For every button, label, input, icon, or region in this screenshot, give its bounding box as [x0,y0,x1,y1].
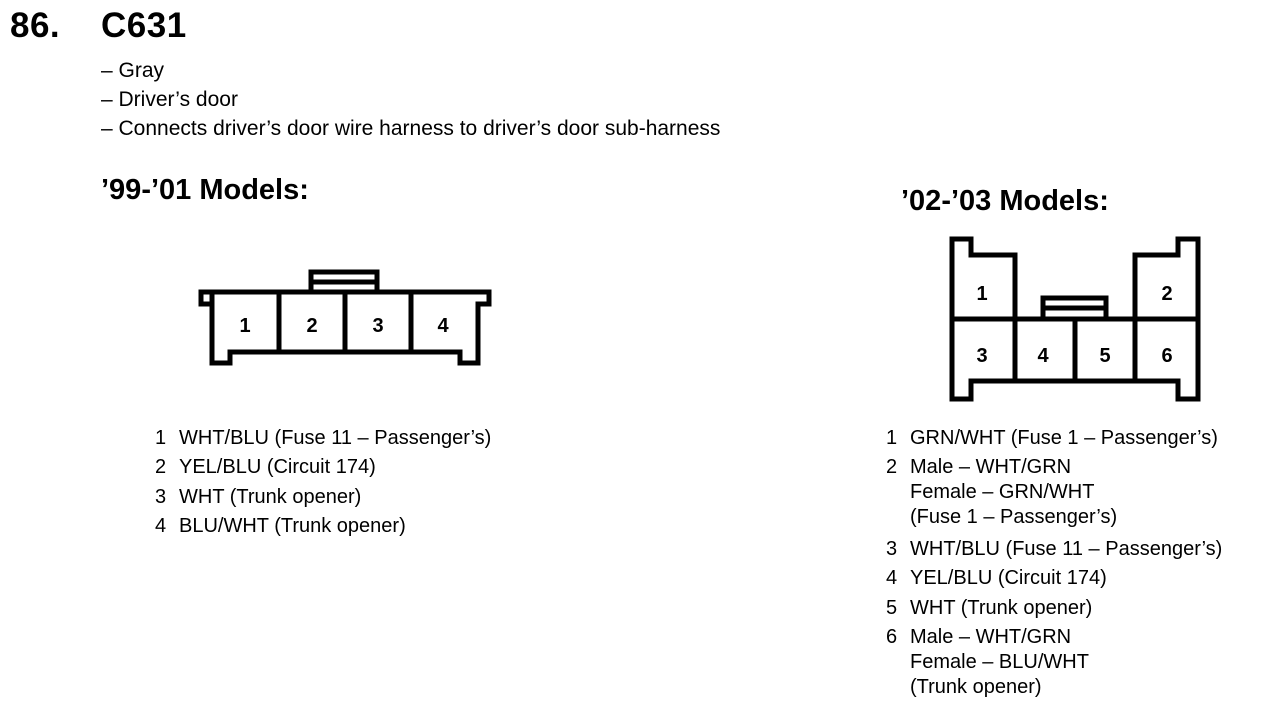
pin-label: 2 [1161,283,1173,305]
pin-description: WHT (Trunk opener) [910,597,1093,619]
pin-number: 6 [886,626,898,648]
pin-number: 3 [155,486,167,508]
pin-description: Male – WHT/GRN Female – BLU/WHT (Trunk opener) [910,626,1089,698]
description-connects: – Connects driver’s door wire harness to driver’s door sub-harness [101,117,721,140]
pin-label: 1 [239,315,251,337]
connector-diagram-02-03 [945,232,1205,406]
pin-label: 2 [306,315,318,337]
pin-description: WHT/BLU (Fuse 11 – Passenger’s) [910,538,1223,560]
pin-label: 5 [1099,345,1111,367]
pin-description: WHT (Trunk opener) [179,486,362,508]
list-item [155,485,555,510]
pin-number: 2 [886,456,898,478]
pin-number: 4 [886,567,898,589]
pin-label: 4 [1037,345,1049,367]
pin-description: YEL/BLU (Circuit 174) [179,456,376,478]
pin-number: 1 [155,427,167,449]
connector-code: C631 [101,6,187,45]
right-heading: ’02-’03 Models: [901,185,1109,217]
description-color: – Gray [101,59,165,82]
list-item [155,514,555,539]
pin-description: WHT/BLU (Fuse 11 – Passenger’s) [179,427,492,449]
pin-description: YEL/BLU (Circuit 174) [910,567,1107,589]
pin-label: 4 [437,315,449,337]
list-item [886,625,1276,700]
description-location: – Driver’s door [101,88,238,111]
pin-number: 2 [155,456,167,478]
pin-number: 4 [155,515,167,537]
list-item [886,426,1276,451]
pin-number: 3 [886,538,898,560]
list-item [155,426,555,451]
pin-label: 1 [976,283,988,305]
pin-label: 3 [976,345,988,367]
pin-number: 5 [886,597,898,619]
pin-number: 1 [886,427,898,449]
left-heading: ’99-’01 Models: [101,174,309,206]
list-item [886,596,1276,621]
list-item [155,455,555,480]
item-number: 86. [10,6,61,45]
pin-label: 6 [1161,345,1173,367]
pin-label: 3 [372,315,384,337]
pin-description: GRN/WHT (Fuse 1 – Passenger’s) [910,427,1218,449]
list-item [886,537,1276,562]
connector-diagram-99-01 [190,262,500,374]
list-item [886,566,1276,591]
pin-description: BLU/WHT (Trunk opener) [179,515,406,537]
pin-description: Male – WHT/GRN Female – GRN/WHT (Fuse 1 – Passenger’s) [910,456,1118,528]
list-item [886,455,1276,530]
